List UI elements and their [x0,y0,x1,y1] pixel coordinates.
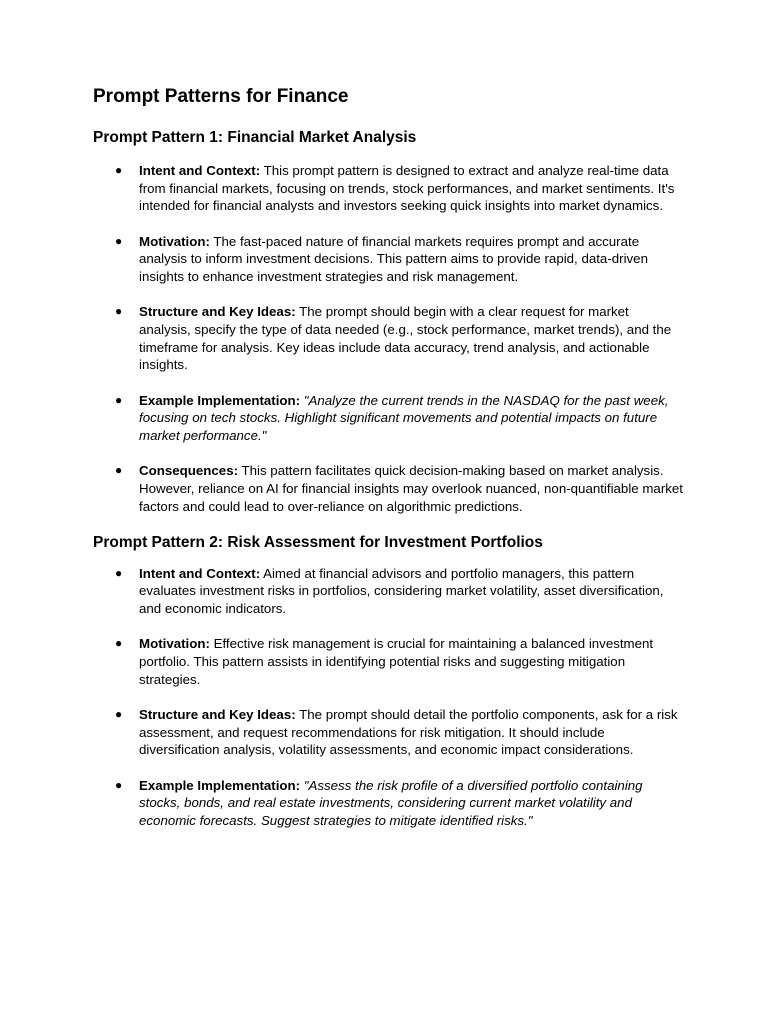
item-label: Intent and Context: [139,163,261,178]
item-label: Structure and Key Ideas: [139,304,296,320]
list-item [93,777,683,830]
section-heading-pattern-1: Prompt Pattern 1: Financial Market Analysis [93,129,417,146]
item-label: Motivation: [139,233,210,249]
bullet-icon: ● [115,565,123,580]
list-item [93,392,683,445]
bullet-icon: ● [115,304,123,319]
item-label: Motivation: [139,636,210,652]
item-label: Example Implementation: [139,777,301,793]
bullet-icon: ● [115,636,123,651]
list-item [93,706,683,759]
item-label: Example Implementation: [139,392,301,408]
list-item [93,303,683,374]
list-item [93,565,683,618]
bullet-icon: ● [115,463,123,478]
list-item [93,462,683,515]
bullet-icon: ● [115,233,123,248]
list-item [93,233,683,286]
item-text: The prompt should detail the portfolio components, ask for a risk assessment, and request recommendations for risk mitigation. It should include diversification analysis, volatility assessments, and economic impact considerations. [139,706,678,758]
item-label: Structure and Key Ideas: [139,706,296,722]
pattern-1-list [93,162,683,515]
document-title: Prompt Patterns for Finance [93,86,349,107]
item-text: "Analyze the current trends in the NASDAQ for the past week, focusing on tech stocks. Highlight significant movements and potential impacts on future market performance." [139,392,669,443]
bullet-icon: ● [115,777,123,792]
item-text: "Assess the risk profile of a diversified portfolio containing stocks, bonds, and real estate investments, considering current market volatility and economic forecasts. Suggest strategies to mitigate identified risks." [139,777,643,828]
item-label: Consequences: [139,463,239,479]
document-page [93,84,683,847]
item-text: The prompt should begin with a clear request for market analysis, specify the type of data needed (e.g., stock performance, market trends), and the timeframe for analysis. Key ideas include data accuracy, trend analysis, and actionable insights. [139,304,672,373]
section-heading-pattern-2: Prompt Pattern 2: Risk Assessment for Investment Portfolios [93,533,543,551]
item-text: This prompt pattern is designed to extract and analyze real-time data from financial markets, focusing on trends, stock performances, and market sentiments. It's intended for financial analysts and investors seeking quick insights into market dynamics. [139,163,675,214]
item-text: Effective risk management is crucial for maintaining a balanced investment portfolio. This pattern assists in identifying potential risks and suggesting mitigation strategies. [139,636,654,687]
item-label: Intent and Context: [139,565,261,581]
list-item [93,162,683,215]
list-item [93,635,683,688]
item-text: This pattern facilitates quick decision-making based on market analysis. However, reliance on AI for financial insights may overlook nuanced, non-quantifiable market factors and could lead to over-reliance on algorithmic predictions. [139,463,683,514]
item-text: Aimed at financial advisors and portfolio managers, this pattern evaluates investment risks in portfolios, considering market volatility, asset diversification, and economic indicators. [139,565,664,617]
pattern-2-list [93,565,683,830]
bullet-icon: ● [115,163,123,177]
bullet-icon: ● [115,392,123,407]
bullet-icon: ● [115,706,123,721]
item-text: The fast-paced nature of financial markets requires prompt and accurate analysis to inform investment decisions. This pattern aims to provide rapid, data-driven insights to enhance investment strategies and risk management. [139,233,648,285]
